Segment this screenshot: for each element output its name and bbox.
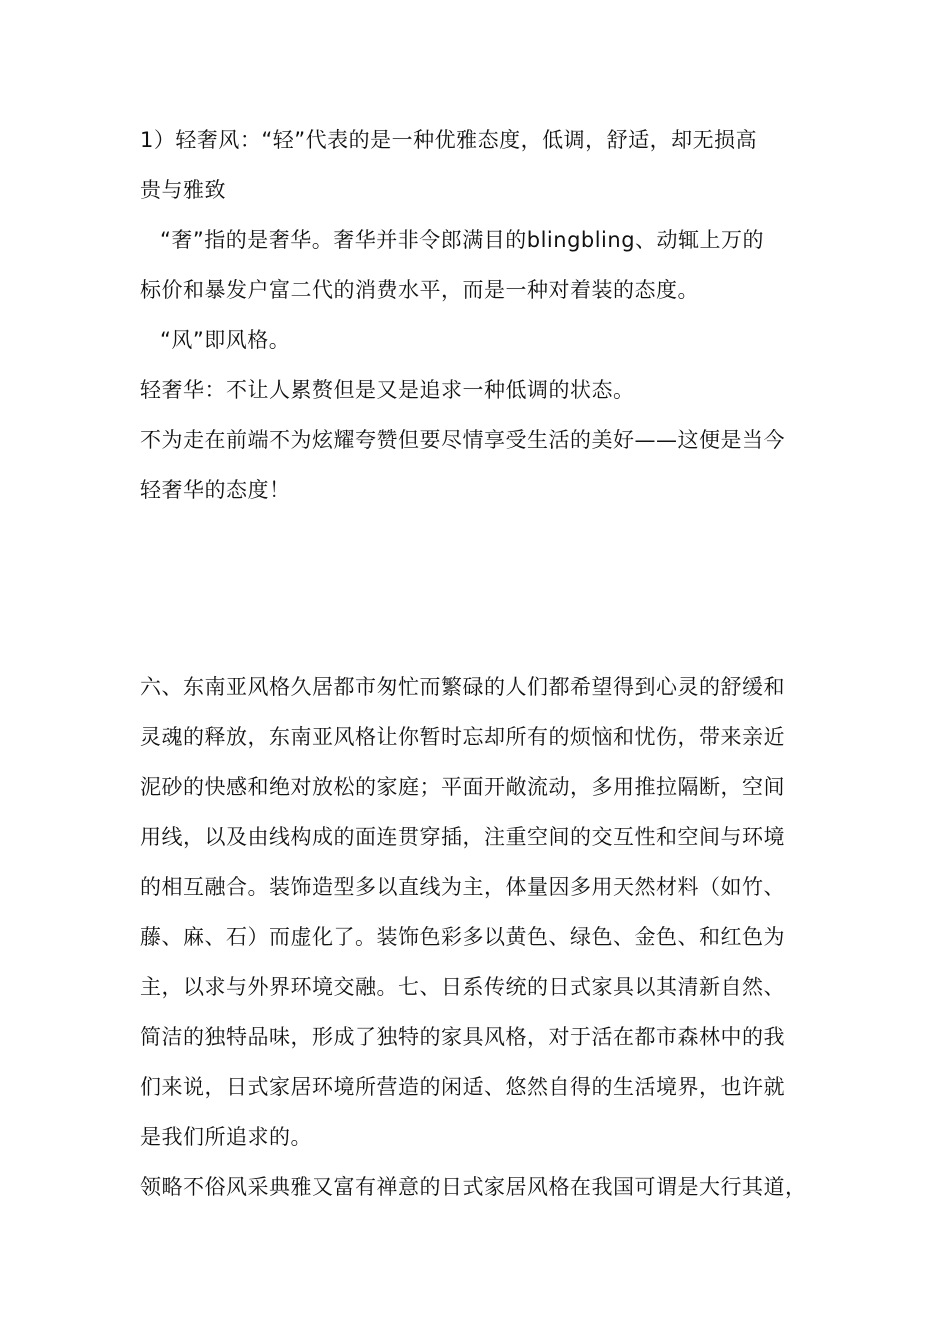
text-line: “奢”指的是奢华。奢华并非令郎满目的blingbling、动辄上万的: [160, 228, 765, 252]
text-line: 轻奢华：不让人累赘但是又是追求一种低调的状态。: [140, 378, 635, 402]
text-line: 贵与雅致: [140, 178, 226, 202]
text-line: 标价和暴发户富二代的消费水平，而是一种对着装的态度。: [140, 278, 699, 302]
text-line: “风”即风格。: [160, 328, 291, 352]
text-line: 用线，以及由线构成的面连贯穿插，注重空间的交互性和空间与环境: [140, 825, 785, 849]
text-line: 领略不俗风采典雅又富有禅意的日式家居风格在我国可谓是大行其道，: [140, 1175, 807, 1199]
text-line: 简洁的独特品味，形成了独特的家具风格，对于活在都市森林中的我: [140, 1025, 785, 1049]
text-line: 灵魂的释放，东南亚风格让你暂时忘却所有的烦恼和忧伤，带来亲近: [140, 725, 785, 749]
text-line: 六、东南亚风格久居都市匆忙而繁碌的人们都希望得到心灵的舒缓和: [140, 675, 785, 699]
text-line: 不为走在前端不为炫耀夸赞但要尽情享受生活的美好——这便是当今: [140, 428, 785, 452]
text-line: 1）轻奢风：“轻”代表的是一种优雅态度，低调，舒适，却无损高: [140, 128, 758, 152]
text-line: 藤、麻、石）而虚化了。装饰色彩多以黄色、绿色、金色、和红色为: [140, 925, 785, 949]
text-line: 们来说，日式家居环境所营造的闲适、悠然自得的生活境界，也许就: [140, 1075, 785, 1099]
text-line: 是我们所追求的。: [140, 1125, 312, 1149]
text-line: 的相互融合。装饰造型多以直线为主，体量因多用天然材料（如竹、: [140, 875, 785, 899]
text-line: 主，以求与外界环境交融。七、日系传统的日式家具以其清新自然、: [140, 975, 785, 999]
text-line: 泥砂的快感和绝对放松的家庭；平面开敞流动，多用推拉隔断，空间: [140, 775, 785, 799]
text-line: 轻奢华的态度！: [140, 478, 291, 502]
